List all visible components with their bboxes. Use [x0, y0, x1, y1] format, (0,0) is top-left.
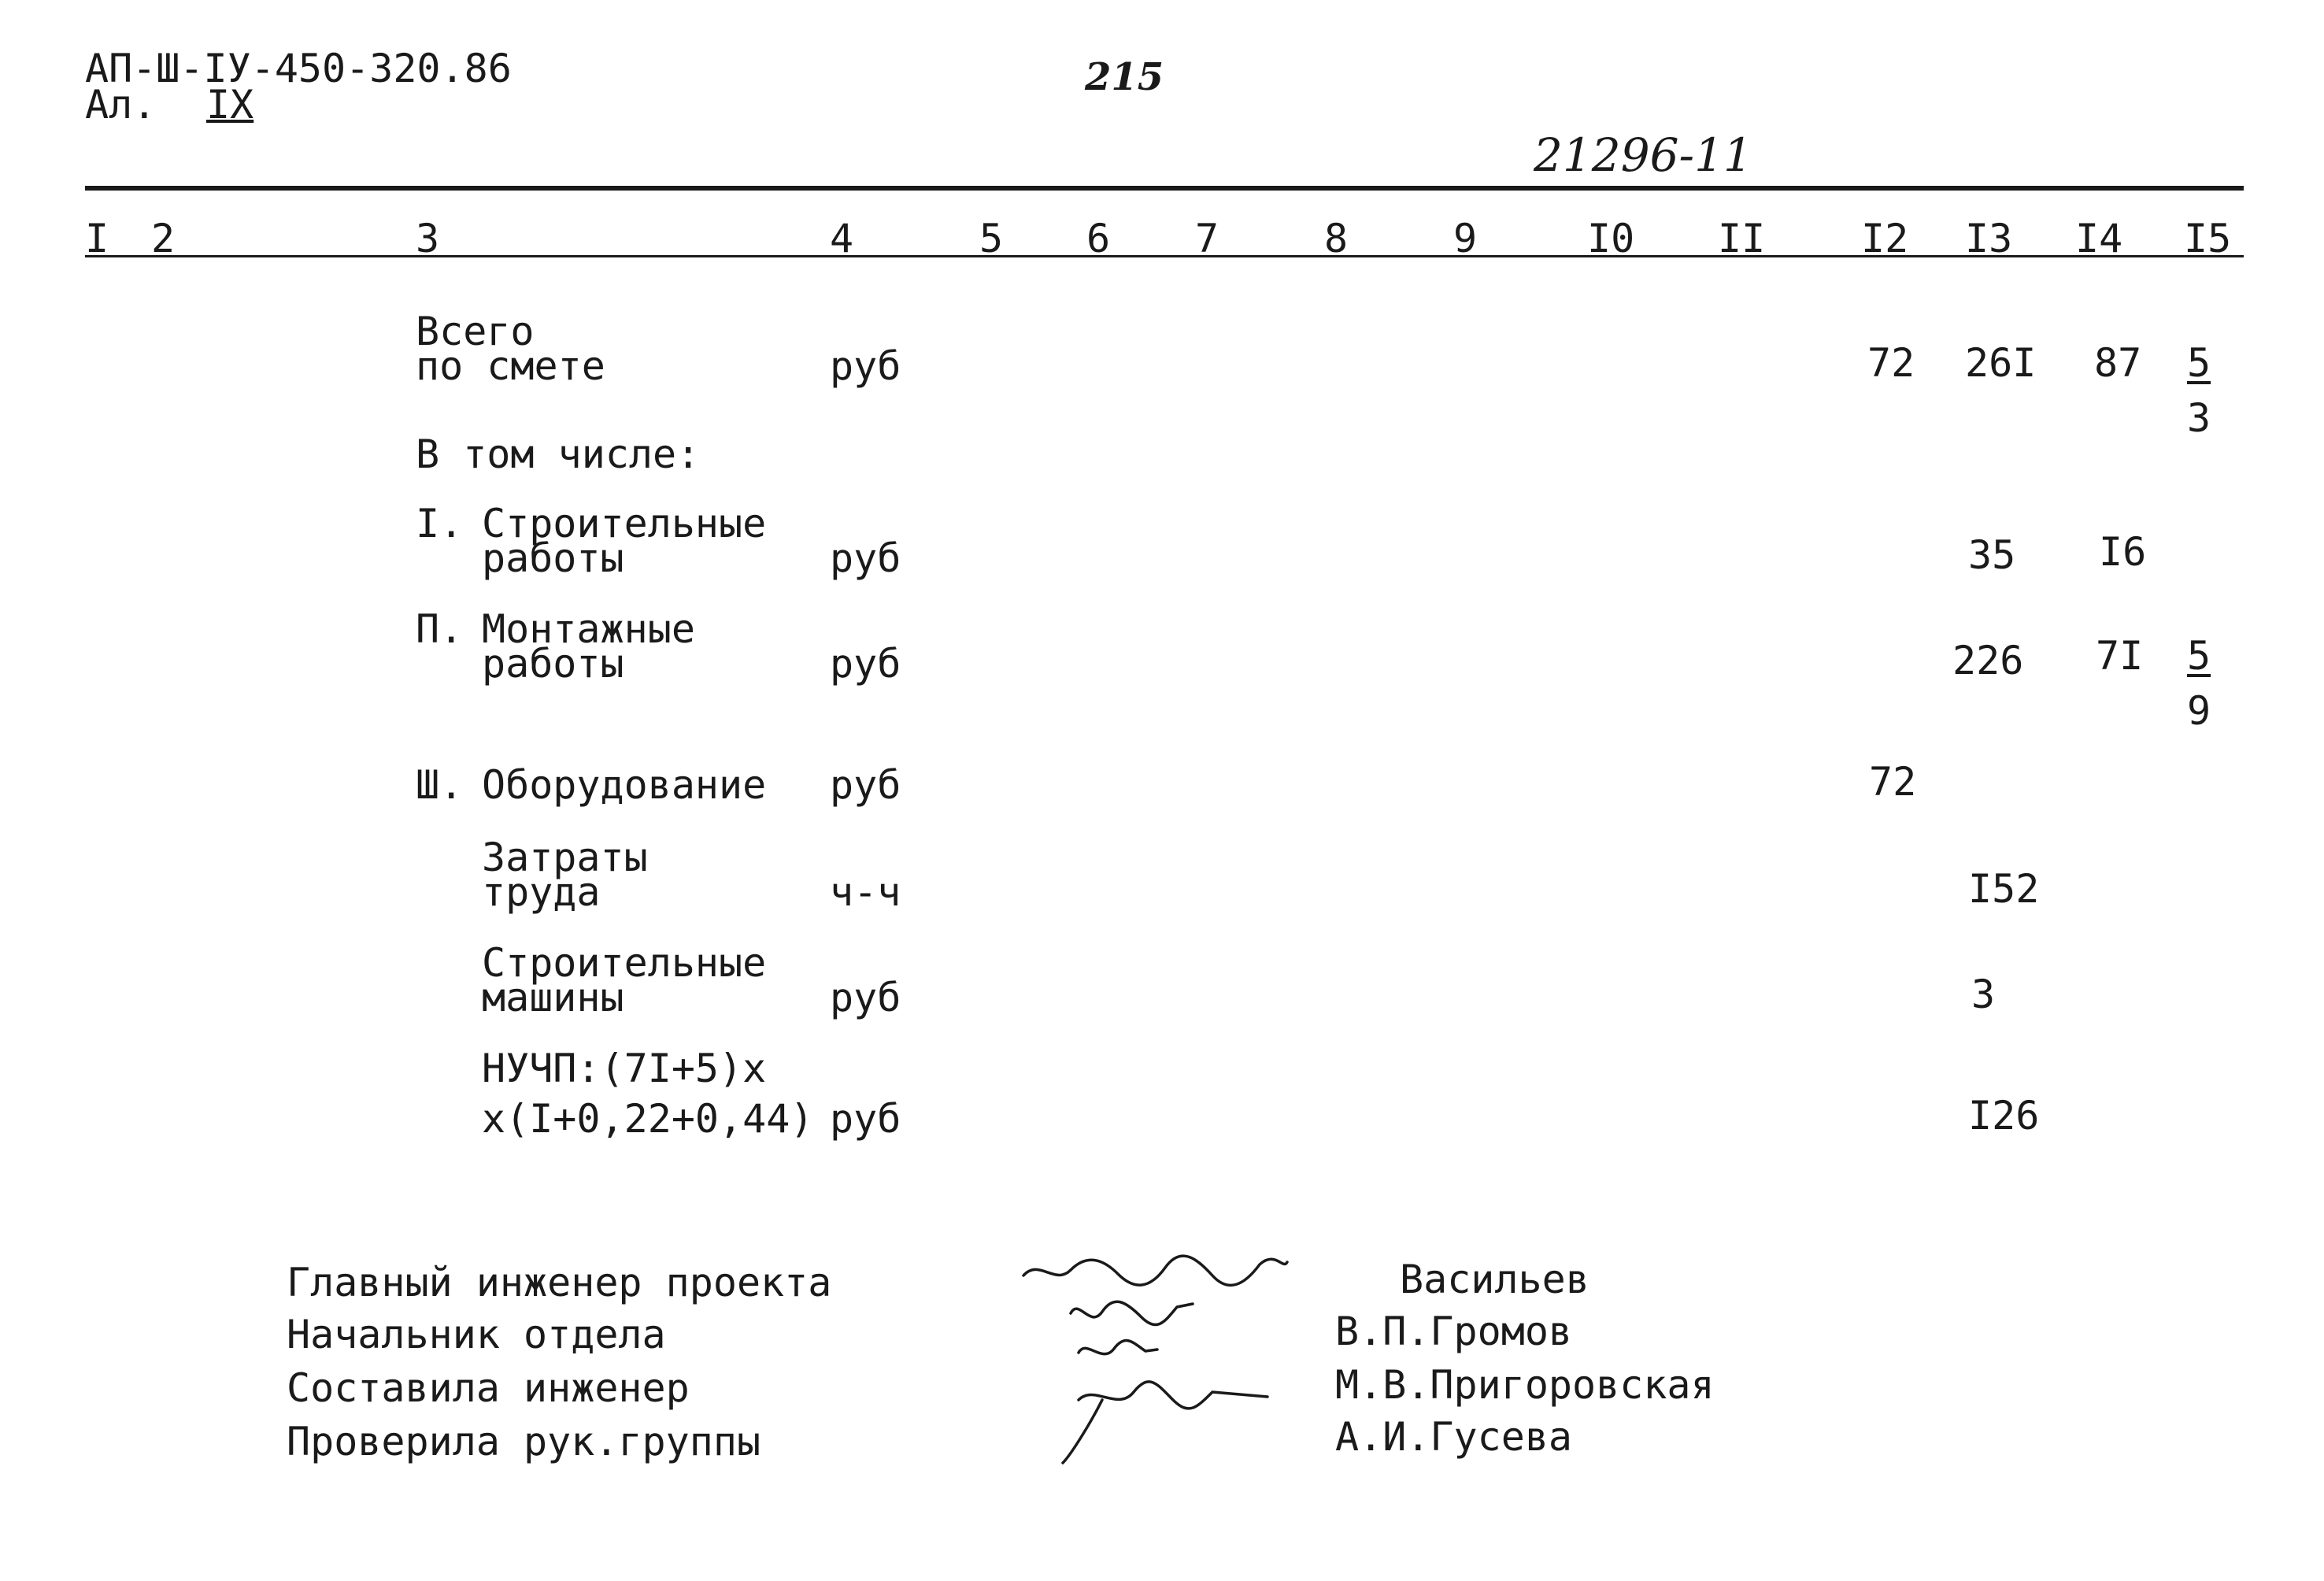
row-labor-name-line1: Затраты	[482, 835, 648, 880]
row-construction-col14: I6	[2099, 529, 2147, 575]
column-header-5: 5	[979, 216, 1004, 261]
table-top-rule	[85, 186, 2244, 191]
row-labor-col13: I52	[1968, 866, 2040, 912]
column-header-2: 2	[151, 216, 176, 261]
row-installation-col15-denominator: 9	[2187, 688, 2211, 734]
row-total-col14: 87	[2094, 340, 2142, 386]
document-code: АП-Ш-IУ-450-320.86	[85, 46, 512, 91]
row-installation-col15-numerator: 5	[2187, 633, 2211, 679]
row-construction-col13: 35	[1968, 532, 2016, 578]
row-labor-name-line2: труда	[482, 869, 601, 915]
page-number: 215	[1085, 55, 1164, 99]
row-installation-col15-fraction	[2187, 633, 2211, 734]
column-header-3: 3	[416, 216, 440, 261]
row-overhead-formula-line1: НУЧП:(7I+5)х	[482, 1046, 767, 1091]
row-construction-unit: руб	[830, 535, 901, 581]
row-total-col15-denominator: 3	[2187, 395, 2211, 441]
row-construction-index: I.	[416, 501, 464, 546]
row-total-unit: руб	[830, 343, 901, 389]
row-equipment-index: Ш.	[416, 762, 464, 808]
column-header-7: 7	[1195, 216, 1219, 261]
row-installation-col13: 226	[1952, 638, 2024, 683]
signature-name-compiled-by: М.В.Пригоровская	[1335, 1362, 1715, 1408]
column-header-6: 6	[1086, 216, 1111, 261]
row-equipment-unit: руб	[830, 762, 901, 808]
row-total-col15-fraction	[2187, 340, 2211, 441]
row-equipment-name: Оборудование	[482, 762, 767, 808]
table-header-rule	[85, 255, 2244, 257]
album-label: Ал.	[85, 82, 157, 128]
column-header-13: I3	[1965, 216, 2013, 261]
sheet-code: 21296-11	[1534, 128, 1752, 182]
signature-role-compiled-by: Составила инженер	[287, 1365, 690, 1411]
row-total-name-line1: Всего	[416, 309, 535, 354]
signature-role-department-head: Начальник отдела	[287, 1312, 666, 1357]
column-header-15: I5	[2184, 216, 2232, 261]
row-overhead-formula-line2: х(I+0,22+0,44)	[482, 1096, 814, 1142]
row-total-col13: 26I	[1965, 340, 2037, 386]
row-equipment-col12: 72	[1869, 759, 1917, 805]
album-number: IX	[206, 82, 254, 128]
column-header-14: I4	[2075, 216, 2123, 261]
column-header-4: 4	[830, 216, 854, 261]
row-installation-name-line2: работы	[482, 641, 624, 687]
signature-role-checked-by: Проверила рук.группы	[287, 1419, 761, 1464]
row-machines-name-line2: машины	[482, 975, 624, 1020]
row-installation-index: П.	[416, 606, 464, 652]
column-header-9: 9	[1453, 216, 1478, 261]
row-machines-name-line1: Строительные	[482, 940, 767, 986]
row-total-col12: 72	[1867, 340, 1915, 386]
row-construction-name-line1: Строительные	[482, 501, 767, 546]
handwritten-signatures	[1016, 1242, 1330, 1471]
column-header-11: II	[1718, 216, 1766, 261]
row-total-name-line2: по смете	[416, 343, 605, 389]
row-machines-col13: 3	[1971, 972, 1996, 1017]
column-header-10: I0	[1587, 216, 1635, 261]
column-header-8: 8	[1324, 216, 1349, 261]
column-header-12: I2	[1861, 216, 1909, 261]
row-overhead-unit: руб	[830, 1096, 901, 1142]
row-installation-col14: 7I	[2096, 633, 2144, 679]
signature-name-checked-by: А.И.Гусева	[1335, 1414, 1573, 1460]
column-header-1: I	[85, 216, 109, 261]
row-installation-name-line1: Монтажные	[482, 606, 695, 652]
row-labor-unit: ч-ч	[830, 869, 901, 915]
row-overhead-col13: I26	[1968, 1093, 2040, 1139]
row-total-col15-numerator: 5	[2187, 340, 2211, 386]
signature-name-department-head: В.П.Громов	[1335, 1309, 1573, 1354]
row-installation-unit: руб	[830, 641, 901, 687]
signature-role-chief-engineer: Главный инженер проекта	[287, 1260, 832, 1305]
row-construction-name-line2: работы	[482, 535, 624, 581]
row-machines-unit: руб	[830, 975, 901, 1020]
signature-name-chief-engineer: Васильев	[1400, 1257, 1589, 1302]
subheading-including: В том числе:	[416, 431, 701, 477]
